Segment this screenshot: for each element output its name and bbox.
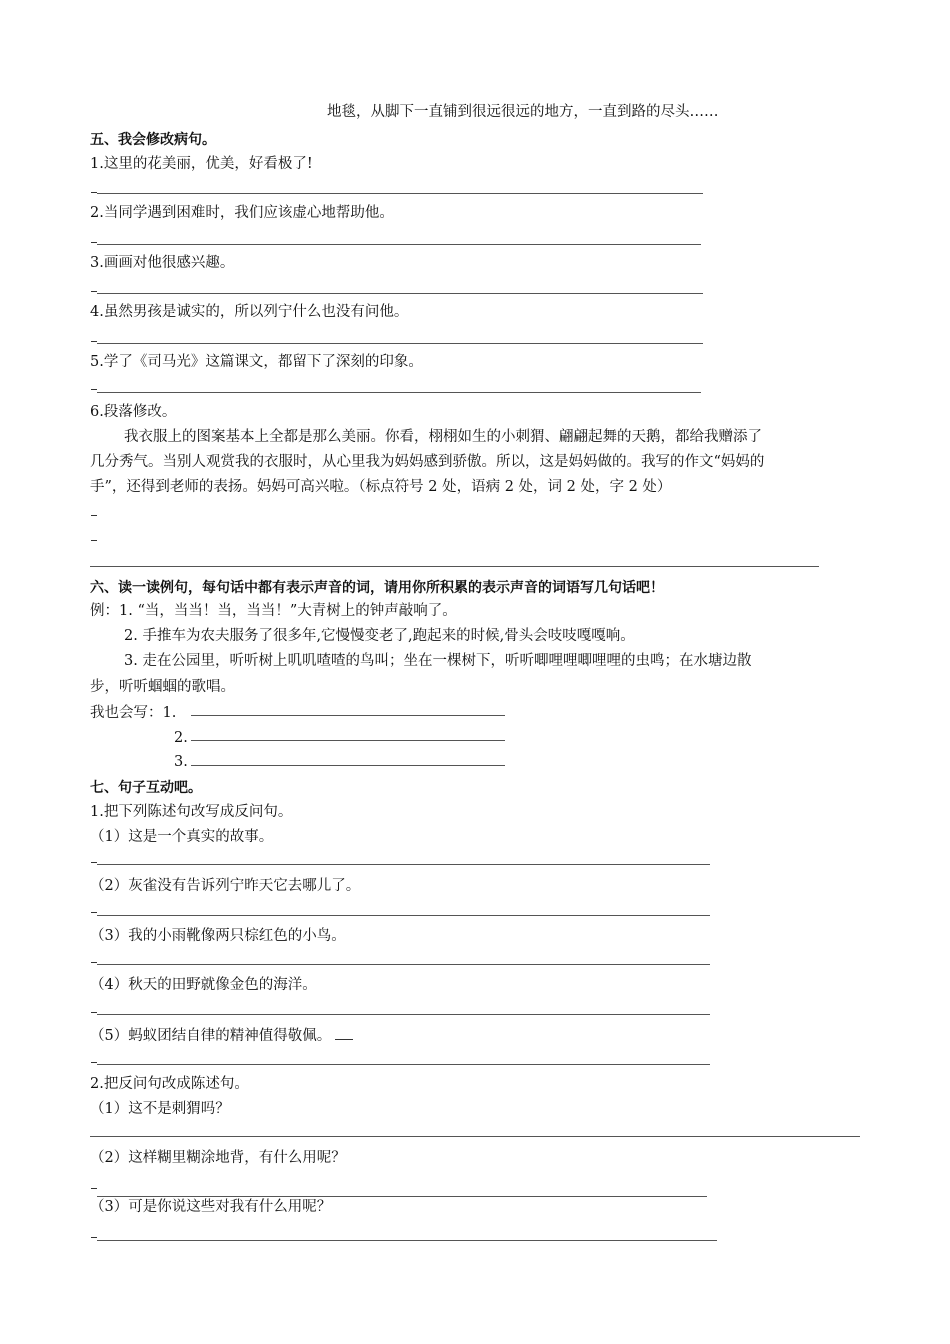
example-3-cont: 步，听听蝈蝈的歌唱。 bbox=[90, 679, 235, 695]
part1-item-5 bbox=[90, 1025, 353, 1046]
inline-blank[interactable] bbox=[335, 1025, 353, 1040]
part1-item-5-text: （5）蚂蚁团结自律的精神值得敬佩。 bbox=[90, 1028, 332, 1044]
answer-line-5-2[interactable] bbox=[97, 244, 701, 245]
answer-start-mark[interactable] bbox=[91, 540, 97, 541]
answer-start-mark bbox=[91, 1188, 97, 1189]
part-2-title: 2.把反问句改成陈述句。 bbox=[90, 1076, 249, 1092]
paragraph-line: 手”，还得到老师的表扬。妈妈可高兴啦。（标点符号 2 处，语病 2 处，词 2 处，字 2 处） bbox=[90, 479, 672, 495]
write-num-2: 2. bbox=[174, 730, 188, 746]
answer-start-mark bbox=[91, 912, 97, 913]
answer-start-mark bbox=[91, 1012, 97, 1013]
example-2: 2. 手推车为农夫服务了很多年,它慢慢变老了,跑起来的时候,骨头会吱吱嘎嘎响。 bbox=[124, 628, 635, 644]
answer-start-mark bbox=[91, 962, 97, 963]
answer-line-5-3[interactable] bbox=[97, 293, 703, 294]
answer-line-5-5[interactable] bbox=[97, 392, 701, 393]
write-line-3[interactable] bbox=[191, 765, 505, 766]
answer-line-5-4[interactable] bbox=[97, 343, 703, 344]
answer-start-mark bbox=[91, 242, 97, 243]
part2-item-2: （2）这样糊里糊涂地背，有什么用呢？ bbox=[90, 1150, 346, 1166]
write-prompt: 我也会写：1. bbox=[90, 705, 177, 721]
answer-line-7-2-1[interactable] bbox=[90, 1136, 860, 1137]
question-5-1: 1.这里的花美丽，优美，好看极了! bbox=[90, 156, 313, 172]
part2-item-1: （1）这不是刺猬吗？ bbox=[90, 1101, 230, 1117]
answer-start-mark bbox=[91, 1237, 97, 1238]
answer-line-5-6[interactable] bbox=[90, 566, 819, 567]
section-5-title: 五、我会修改病句。 bbox=[90, 132, 216, 148]
question-5-3: 3.画画对他很感兴趣。 bbox=[90, 255, 235, 271]
answer-start-mark bbox=[91, 862, 97, 863]
paragraph-line: 几分秀气。当别人观赏我的衣服时，从心里我为妈妈感到骄傲。所以，这是妈妈做的。我写的作文“妈妈的 bbox=[90, 454, 765, 470]
part1-item-4: （4）秋天的田野就像金色的海洋。 bbox=[90, 977, 317, 993]
question-5-5: 5.学了《司马光》这篇课文，都留下了深刻的印象。 bbox=[90, 354, 423, 370]
paragraph-line: 我衣服上的图案基本上全都是那么美丽。你看，栩栩如生的小刺猬、翩翩起舞的天鹅，都给我赠添了 bbox=[124, 429, 762, 445]
part1-item-1: （1）这是一个真实的故事。 bbox=[90, 829, 274, 845]
answer-start-mark bbox=[91, 291, 97, 292]
answer-start-mark[interactable] bbox=[91, 515, 97, 516]
part2-item-3: （3）可是你说这些对我有什么用呢？ bbox=[90, 1199, 332, 1215]
section-7-title: 七、句子互动吧。 bbox=[90, 780, 202, 796]
part1-item-2: （2）灰雀没有告诉列宁昨天它去哪儿了。 bbox=[90, 878, 361, 894]
answer-line-5-1[interactable] bbox=[97, 193, 703, 194]
answer-line-7-1-5[interactable] bbox=[97, 1064, 710, 1065]
answer-start-mark bbox=[91, 341, 97, 342]
question-5-6: 6.段落修改。 bbox=[90, 404, 177, 420]
continued-text: 地毯，从脚下一直铺到很远很远的地方，一直到路的尽头…… bbox=[327, 104, 719, 120]
answer-line-7-1-4[interactable] bbox=[97, 1014, 710, 1015]
write-line-1[interactable] bbox=[191, 715, 505, 716]
question-5-2: 2.当同学遇到困难时，我们应该虚心地帮助他。 bbox=[90, 205, 394, 221]
answer-line-7-1-2[interactable] bbox=[97, 915, 710, 916]
answer-start-mark bbox=[91, 1062, 97, 1063]
answer-line-7-1-1[interactable] bbox=[97, 864, 710, 865]
example-1: 例：1. “当，当当！当，当当！”大青树上的钟声敲响了。 bbox=[90, 603, 457, 619]
answer-line-7-2-3[interactable] bbox=[97, 1240, 717, 1241]
question-5-4: 4.虽然男孩是诚实的，所以列宁什么也没有问他。 bbox=[90, 304, 409, 320]
answer-start-mark bbox=[91, 389, 97, 390]
write-num-3: 3. bbox=[174, 754, 188, 770]
answer-line-7-1-3[interactable] bbox=[97, 964, 710, 965]
section-6-title: 六、读一读例句，每句话中都有表示声音的词，请用你所积累的表示声音的词语写几句话吧！ bbox=[90, 580, 664, 596]
example-3: 3. 走在公园里，听听树上叽叽喳喳的鸟叫；坐在一棵树下，听听唧哩哩唧哩哩的虫鸣；在水塘边散 bbox=[124, 653, 752, 669]
write-line-2[interactable] bbox=[191, 740, 505, 741]
part-1-title: 1.把下列陈述句改写成反问句。 bbox=[90, 804, 293, 820]
part1-item-3: （3）我的小雨靴像两只棕红色的小鸟。 bbox=[90, 928, 346, 944]
